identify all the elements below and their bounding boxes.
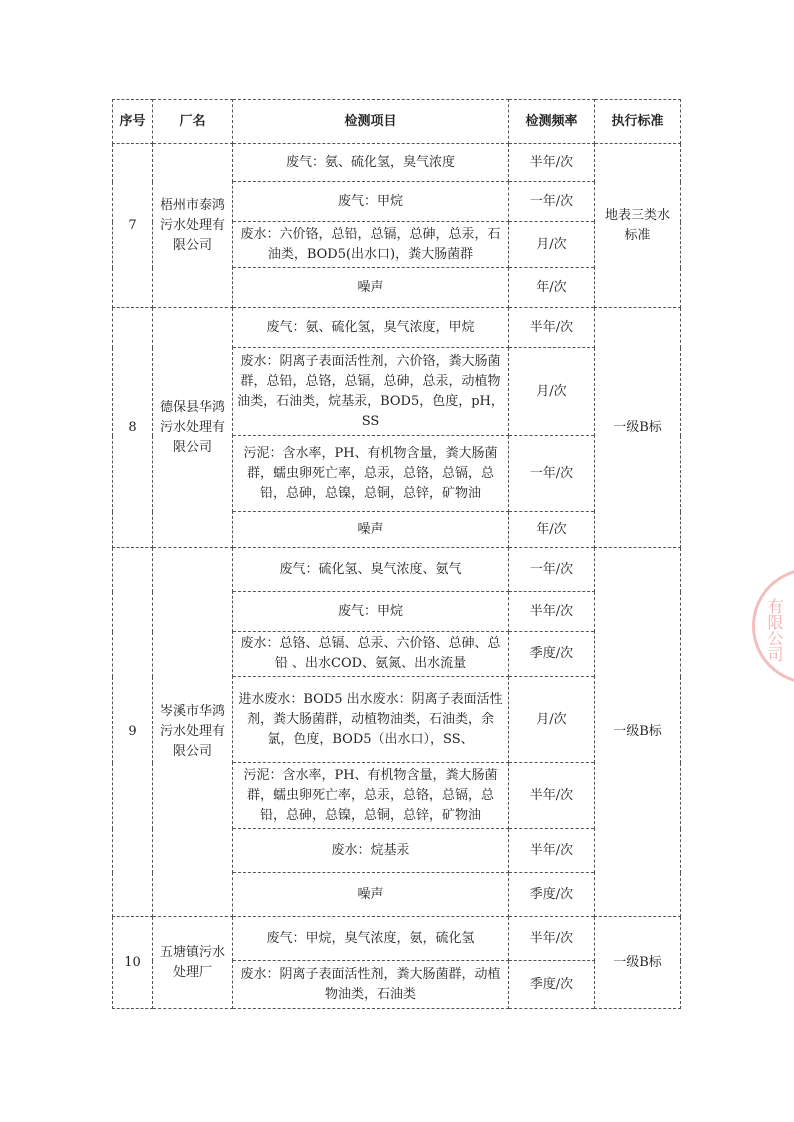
header-row xyxy=(113,100,681,144)
freq-cell: 一年/次 xyxy=(509,182,595,222)
item-cell: 废水：六价铬，总铅，总镉，总砷，总汞，石油类，BOD5(出水口)，粪大肠菌群 xyxy=(233,222,509,268)
freq-cell: 季度/次 xyxy=(509,873,595,917)
item-cell: 废水：总铬、总镉、总汞、六价铬、总砷、总铅 、出水COD、氨氮、出水流量 xyxy=(233,632,509,677)
item-cell: 废水：阴离子表面活性剂，六价铬，粪大肠菌群，总铅，总铬，总镉，总砷，总汞，动植物油类，石油类，烷基汞，BOD5，色度，pH，SS xyxy=(233,348,509,436)
monitoring-table xyxy=(112,99,681,1009)
freq-cell: 半年/次 xyxy=(509,592,595,632)
header-freq: 检测频率 xyxy=(509,100,595,144)
factory-name-cell: 德保县华鸿污水处理有限公司 xyxy=(153,308,233,548)
factory-name-cell: 梧州市泰鸿污水处理有限公司 xyxy=(153,144,233,308)
freq-cell: 半年/次 xyxy=(509,829,595,873)
seq-cell: 7 xyxy=(113,144,153,308)
table-row xyxy=(113,917,681,961)
item-cell: 废气：甲烷 xyxy=(233,182,509,222)
std-cell: 一级B标 xyxy=(595,917,681,1009)
seq-cell: 9 xyxy=(113,548,153,917)
std-cell: 一级B标 xyxy=(595,308,681,548)
item-cell: 废气：甲烷 xyxy=(233,592,509,632)
item-cell: 废气：硫化氢、臭气浓度、氨气 xyxy=(233,548,509,592)
seq-cell: 10 xyxy=(113,917,153,1009)
header-std: 执行标准 xyxy=(595,100,681,144)
item-cell: 进水废水：BOD5 出水废水：阴离子表面活性剂，粪大肠菌群，动植物油类，石油类，余氯，色度，BOD5（出水口），SS、 xyxy=(233,677,509,763)
factory-name-cell: 岑溪市华鸿污水处理有限公司 xyxy=(153,548,233,917)
item-cell: 废水：烷基汞 xyxy=(233,829,509,873)
item-cell: 废气：氨、硫化氢，臭气浓度，甲烷 xyxy=(233,308,509,348)
freq-cell: 季度/次 xyxy=(509,961,595,1009)
table-row xyxy=(113,548,681,592)
item-cell: 污泥：含水率，PH、有机物含量，粪大肠菌群，蠕虫卵死亡率，总汞，总铬，总镉，总铅，总砷，总镍，总铜，总锌，矿物油 xyxy=(233,763,509,829)
header-factory: 厂名 xyxy=(153,100,233,144)
company-seal-text: 有限公司 xyxy=(765,598,784,662)
seq-cell: 8 xyxy=(113,308,153,548)
factory-name-cell: 五塘镇污水处理厂 xyxy=(153,917,233,1009)
item-cell: 噪声 xyxy=(233,268,509,308)
freq-cell: 年/次 xyxy=(509,268,595,308)
freq-cell: 半年/次 xyxy=(509,308,595,348)
freq-cell: 月/次 xyxy=(509,222,595,268)
item-cell: 废气：氨、硫化氢，臭气浓度 xyxy=(233,144,509,182)
table-row xyxy=(113,144,681,182)
freq-cell: 月/次 xyxy=(509,677,595,763)
freq-cell: 一年/次 xyxy=(509,436,595,512)
freq-cell: 半年/次 xyxy=(509,144,595,182)
header-item: 检测项目 xyxy=(233,100,509,144)
freq-cell: 月/次 xyxy=(509,348,595,436)
freq-cell: 半年/次 xyxy=(509,917,595,961)
item-cell: 废气：甲烷，臭气浓度，氨，硫化氢 xyxy=(233,917,509,961)
std-cell: 地表三类水标准 xyxy=(595,144,681,308)
item-cell: 噪声 xyxy=(233,873,509,917)
item-cell: 噪声 xyxy=(233,512,509,548)
std-cell: 一级B标 xyxy=(595,548,681,917)
table-row xyxy=(113,308,681,348)
freq-cell: 半年/次 xyxy=(509,763,595,829)
freq-cell: 一年/次 xyxy=(509,548,595,592)
freq-cell: 季度/次 xyxy=(509,632,595,677)
freq-cell: 年/次 xyxy=(509,512,595,548)
header-seq: 序号 xyxy=(113,100,153,144)
item-cell: 废水：阴离子表面活性剂，粪大肠菌群，动植物油类，石油类 xyxy=(233,961,509,1009)
item-cell: 污泥：含水率，PH、有机物含量，粪大肠菌群，蠕虫卵死亡率，总汞，总铬，总镉，总铅，总砷，总镍，总铜，总锌，矿物油 xyxy=(233,436,509,512)
